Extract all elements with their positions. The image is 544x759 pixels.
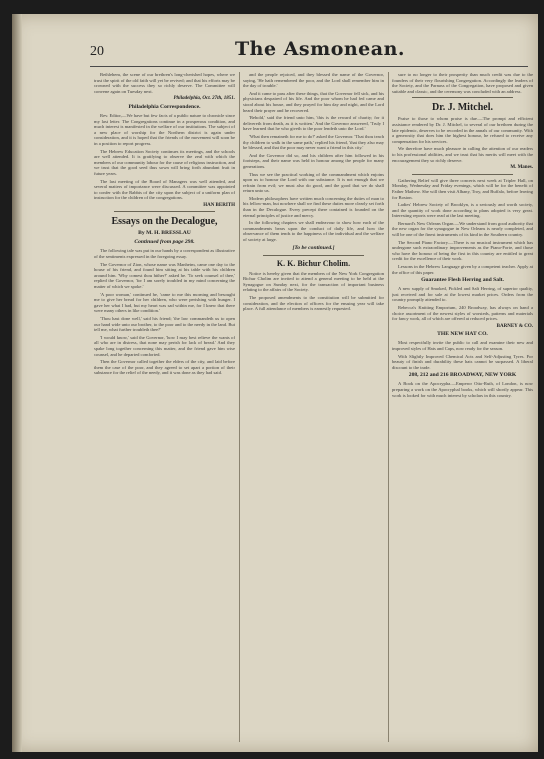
essay-paragraph: The following tale was put in our hands by a correspondent as illustrative of the sentiments expressed in the foregoing essay. (94, 248, 235, 260)
essay-paragraph: 'I would know,' said the Governor, 'how I may best relieve the wants of all who are in distress, that none may perish for lack of bread.' And they spake long together concerning this matter, and the friend gave him wise counsel, and he departed comforted. (94, 334, 235, 357)
ad2-paragraph: With Slightly Improved Chemical Acts and Self-Adjusting Tyres. For beauty of finish and durability these hats cannot be surpassed. A liberal discount to the trade. (392, 353, 533, 370)
top-paragraph: sure to no longer to their prosperity than much credit was due to the founders of their very flourishing Congregation. Accordingly the leaders of the Society, and the Parnass of the Congregation, have proposed and given suitable and classic, and the ceremony was concluded with an address. (392, 72, 533, 94)
section-divider (263, 255, 364, 256)
mitchell-paragraph: Praise to those to whom praise is due.—The prompt and efficient assistance rendered by Dr. J. Mitchel, to several of our brethren during the late epidemic, deserves to be recorded in the annals of our community. With a generosity that does him the highest honour, he refused to receive any compensation for his services. (392, 116, 533, 144)
column-1 (94, 72, 235, 744)
header-rule (90, 66, 528, 67)
page-spine (12, 14, 22, 752)
body-paragraph: and the people rejoiced, and they blessed the name of the Governor, saying, 'He hath remembered the poor, and the Lord shall remember him in the day of trouble.' (243, 72, 384, 89)
page-header (90, 38, 530, 68)
letter-signature: HAN BERITH (203, 202, 235, 208)
body-paragraph: In the following chapters we shall endeavour to show how each of the commandments bears upon the conduct of daily life, and how the observance of them tends to the happiness of the individual and the welfare of society at large. (243, 220, 384, 243)
essay-paragraph: Then the Governor called together the elders of the city, and laid before them the case of the poor, and they agreed to set apart a portion of their substance for the relief of the needy, and it was done as they had said. (94, 359, 235, 376)
column-divider (239, 72, 240, 742)
ad-paragraph: Rebecca's Knitting Emporium, 240 Broadway, has always on hand a choice assortment of the newest styles of worsteds, patterns and materials for fancy work, all of which are offered at reduced prices. (392, 305, 533, 322)
intro-paragraph: Bethlehem, the scene of our brethren's long-cherished hopes, where we trust the spirit of the old faith will yet be revived; and that his efforts may be crowned with the success they so richly deserve. The Committee will convene again on Tuesday next. (94, 72, 235, 94)
section-divider (412, 174, 513, 175)
column-2 (243, 72, 384, 744)
body-paragraph: And it came to pass after these things, that the Governor fell sick, and his physicians despaired of his life. And the poor whom he had fed came and stood about his house, and they prayed for him day and night, and the Lord heard their prayer and he recovered. (243, 90, 384, 113)
masthead: The Asmonean. (235, 38, 406, 60)
notice-paragraph: The proposed amendments to the constitution will be submitted for consideration, and the election of officers for the ensuing year will take place. A full attendance of members is earnestly requested. (243, 295, 384, 312)
page-number: 20 (90, 44, 104, 59)
letter-paragraph: The last meeting of the Board of Managers was well attended, and several matters of importance were discussed. A committee was appointed to confer with the Rabbis of the city upon the subject of a uniform plan of instruction for the children of the congregations. (94, 178, 235, 201)
correspondence-heading: Philadelphia Correspondence. (128, 103, 201, 110)
ad-paragraph: A new supply of Smoked, Pickled and Salt Herring, of superior quality, just received and for sale at the lowest market prices. Orders from the country promptly attended to. (392, 286, 533, 303)
mitchell-heading: Dr. J. Mitchel. (431, 102, 493, 114)
mitchell-signature: M. Manes. (510, 165, 533, 171)
ad2-heading: THE NEW HAT CO. (437, 331, 488, 338)
mitchell-paragraph: We therefore have much pleasure in calling the attention of our readers to his professional abilities, and we trust that his merits will meet with the encouragement they so richly deserve. (392, 146, 533, 163)
news-item: Gathering Relief will give three concerts next week at Tripler Hall, on Monday, Wednesday and Friday evenings, which will be for the benefit of Father Mathew. She will then visit Albany, Troy, and Buffalo, before leaving for Boston. (392, 177, 533, 200)
body-paragraph: 'Behold,' said the friend unto him, 'this is the reward of charity; for it delivereth from death, as it is written.' And the Governor answered, 'Truly I have learned that he who giveth to the poor lendeth unto the Lord.' (243, 115, 384, 132)
news-item: Lessons in the Hebrew Language given by a competent teacher. Apply at the office of this paper. (392, 264, 533, 275)
essay-note: Continued from page 298. (134, 239, 195, 246)
letter-paragraph: Rev. Editor,—We have but few facts of a public nature to chronicle since my last letter. The Congregations continue in a prosperous condition, and much interest is manifested in the welfare of our institutions. The subject of a new place of worship for the Northern district is again under consideration, and it is hoped that the friends of the movement will soon be in a position to report progress. (94, 112, 235, 146)
dateline: Philadelphia, Oct. 27th, 1851. (173, 96, 235, 102)
body-paragraph: Thus we see the practical working of the commandment which enjoins upon us to honour the Lord with our substance. It is not enough that we refrain from evil; we must also do good, and the good that we do shall return unto us. (243, 171, 384, 194)
letter-paragraph: The Hebrew Education Society continues its meetings, and the schools are well attended. It is gratifying to observe the zeal with which the members of our community labour for the cause of religious instruction, and we trust that the good seed thus sown will bring forth abundant fruit in future years. (94, 148, 235, 176)
essay-paragraph: 'Thou hast done well,' said his friend; 'the law commandeth us to open our hand wide unto our brother, to the poor and to the needy in the land. But tell me, what further troubleth thee?' (94, 316, 235, 333)
ad2-paragraph: Most respectfully invite the public to call and examine their new and improved styles of Hats and Caps, now ready for the season. (392, 340, 533, 351)
section-divider (412, 97, 513, 98)
essay-paragraph: 'A poor woman,' continued he, 'came to me this morning and besought me to give her bread for her children, who were perishing with hunger. I gave her what I had, but my heart was sad within me, for I knew that there were many others in like condition.' (94, 291, 235, 314)
news-item: Ladies' Hebrew Society of Brooklyn, is a seriously and worth society, and the quantity of work done according to plans adopted is very great. Interesting reports were read at the last meeting. (392, 202, 533, 219)
final-paragraph: A Book on the Apocrypha.—Emperor Otto-Ruth, of London, is now preparing a work on the Apocryphal books, which will shortly appear. This work is looked for with much interest by scholars in this country. (392, 381, 533, 398)
ad-heading: Guarantee Flesh Herring and Salt. (421, 277, 504, 284)
newspaper-page (12, 14, 538, 752)
body-paragraph: 'What then remaineth for me to do?' asked the Governor. 'That thou teach thy children to walk in the same path,' replied his friend, 'that they also may be blessed, and that the poor may never want a friend in this city.' (243, 133, 384, 151)
ad-signature: BARNEY & CO. (496, 323, 533, 329)
news-item: The Second Piano Factory.—There is no musical instrument which has undergone such extraordinary improvements as the Piano-Forte, and those who have the honour of being the first in this country are entitled to great credit for the excellence of their work. (392, 239, 533, 262)
essay-title: Essays on the Decalogue, (111, 216, 218, 228)
essay-paragraph: The Governor of Zion, whose name was Manheim, came one day to the house of his friend, and found him sitting at his table with his children around him. 'Why comest thou hither?' asked he. 'To seek counsel of thee,' replied the Governor, 'for I am sorely troubled in my mind concerning the matter of which we spoke.' (94, 261, 235, 290)
body-paragraph: And the Governor did so, and his children after him followed in his footsteps, and their name was held in honour among the people for many generations. (243, 152, 384, 169)
ad2-address: 208, 212 and 216 BROADWAY, NEW YORK (408, 372, 517, 379)
essay-author: By M. H. BRESSLAU (138, 230, 191, 237)
to-be-continued: [To be continued.] (292, 244, 335, 251)
column-divider (388, 72, 389, 742)
body-paragraph: Modern philosophers have written much concerning the duties of man to his fellow-man, but nowhere shall we find these duties more clearly set forth than in the Decalogue. Every precept there contained is founded on the eternal principles of justice and mercy. (243, 195, 384, 218)
notice-paragraph: Notice is hereby given that the members of the New York Congregation Bichur Cholim are invited to attend a general meeting to be held at the Synagogue on Sunday next, for the transaction of important business relating to the affairs of the Society. (243, 270, 384, 293)
notice-title: K. K. Bichur Cholim. (276, 258, 351, 268)
column-3 (392, 72, 533, 744)
section-divider (114, 211, 215, 212)
news-item: Bernard's New Orleans Organ.—We understand from good authority that the new organ for the synagogue in New Orleans is nearly completed, and will be one of the finest instruments of its kind in the Southern country. (392, 220, 533, 238)
